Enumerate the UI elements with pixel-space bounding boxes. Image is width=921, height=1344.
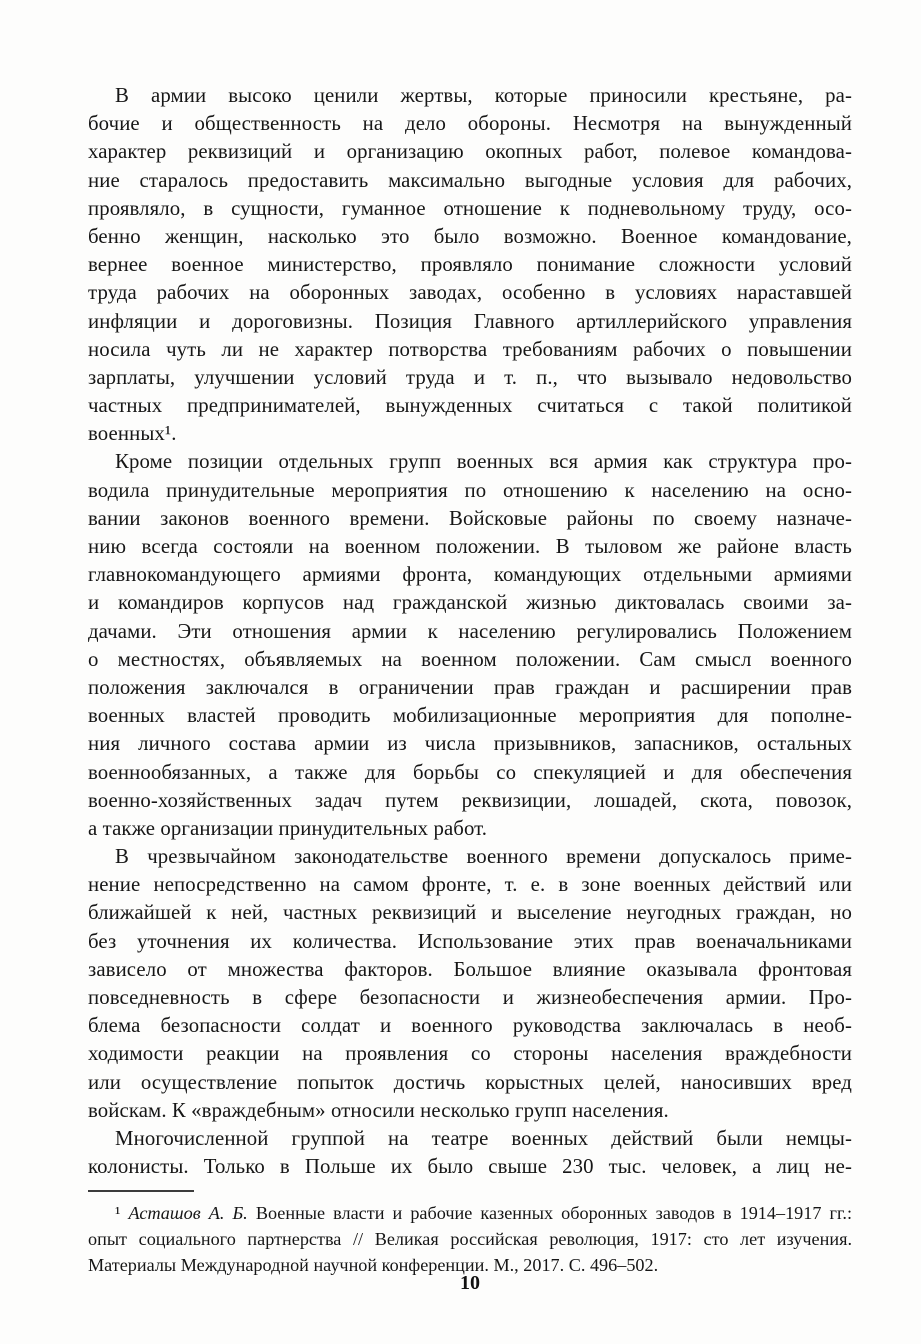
text-column (88, 82, 852, 1279)
text-line: ния личного состава армии из числа призывников, запасников, остальных (88, 732, 852, 756)
text-line: колонисты. Только в Польше их было свыше 230 тыс. человек, а лиц не- (88, 1155, 852, 1179)
text-line: Многочисленной группой на театре военных действий были немцы- (115, 1126, 852, 1150)
text-line: нение непосредственно на самом фронте, т. е. в зоне военных действий или (88, 873, 852, 897)
paragraph-2 (88, 448, 852, 843)
text-line: В чрезвычайном законодательстве военного времени допускалось приме- (115, 845, 852, 869)
text-line: зарплаты, улучшении условий труда и т. п., что вызывало недовольство (88, 365, 852, 389)
text-line: проявляло, в сущности, гуманное отношение к подневольному труду, осо- (88, 196, 852, 220)
text-line: ходимости реакции на проявления со стороны населения враждебности (88, 1042, 852, 1066)
text-line: частных предпринимателей, вынужденных считаться с такой политикой (88, 394, 852, 418)
text-line: ние старалось предоставить максимально выгодные условия для рабочих, (88, 168, 852, 192)
text-line: положения заключался в ограничении прав граждан и расширении прав (88, 675, 852, 699)
paragraph-4 (88, 1125, 852, 1181)
footnote-line (88, 1201, 852, 1227)
text-line: зависело от множества факторов. Большое влияние оказывала фронтовая (88, 957, 852, 981)
text-line: о местностях, объявляемых на военном положении. Сам смысл военного (88, 647, 852, 671)
text-line: войскам. К «враждебным» относили несколько групп населения. (88, 1098, 669, 1122)
text-line: вании законов военного времени. Войсковые районы по своему назначе- (88, 506, 852, 530)
text-line: ближайшей к ней, частных реквизиций и выселение неугодных граждан, но (88, 901, 852, 925)
text-line: и командиров корпусов над гражданской жизнью диктовалась своими за- (88, 591, 852, 615)
paragraph-1 (88, 82, 852, 448)
text-line: бочие и общественность на дело обороны. Несмотря на вынужденный (88, 112, 852, 136)
footnote-line: опыт социального партнерства // Великая российская революция, 1917: сто лет изучения. (88, 1229, 852, 1250)
text-line: главнокомандующего армиями фронта, командующих отдельными армиями (88, 563, 852, 587)
paragraph-3 (88, 843, 852, 1125)
footnote-text: Военные власти и рабочие казенных оборонных заводов в 1914–1917 гг.: (255, 1203, 852, 1224)
footnote-marker: ¹ (115, 1203, 121, 1224)
footnote-separator (88, 1190, 194, 1192)
text-line: нию всегда состояли на военном положении. В тыловом же районе власть (88, 535, 852, 558)
footnote (88, 1201, 852, 1278)
footnote-line: Материалы Международной научной конференции. М., 2017. С. 496–502. (88, 1254, 659, 1275)
text-line: а также организации принудительных работ. (88, 816, 488, 840)
text-line: В армии высоко ценили жертвы, которые приносили крестьяне, ра- (115, 84, 852, 107)
text-line: характер реквизиций и организацию окопных работ, полевое командова- (88, 140, 852, 164)
text-line: военных властей проводить мобилизационные мероприятия для пополне- (88, 704, 852, 728)
text-line: блема безопасности солдат и военного руководства заключалась в необ- (88, 1014, 852, 1038)
text-line: военных¹. (88, 422, 177, 446)
footnote-author: Асташов А. Б. (128, 1203, 248, 1224)
text-line: Кроме позиции отдельных групп военных вся армия как структура про- (115, 450, 852, 474)
text-line: дачами. Эти отношения армии к населению регулировались Положением (88, 619, 852, 643)
text-line: инфляции и дороговизны. Позиция Главного артиллерийского управления (88, 309, 852, 333)
text-line: повседневность в сфере безопасности и жизнеобеспечения армии. Про- (88, 986, 852, 1009)
text-line: военнообязанных, а также для борьбы со спекуляцией и для обеспечения (88, 760, 852, 784)
text-line: труда рабочих на оборонных заводах, особенно в условиях нараставшей (88, 281, 852, 305)
text-line: или осуществление попыток достичь корыстных целей, наносивших вред (88, 1070, 852, 1094)
page-number: 10 (460, 1272, 480, 1294)
text-line: водила принудительные мероприятия по отношению к населению на осно- (88, 478, 852, 502)
text-line: бенно женщин, насколько это было возможно. Военное командование, (88, 224, 852, 248)
text-line: носила чуть ли не характер потворства требованиям рабочих о повышении (88, 337, 852, 361)
text-line: без уточнения их количества. Использование этих прав военачальниками (88, 929, 852, 953)
text-line: военно-хозяйственных задач путем реквизиции, лошадей, скота, повозок, (88, 788, 852, 812)
text-line: вернее военное министерство, проявляло понимание сложности условий (88, 253, 852, 277)
